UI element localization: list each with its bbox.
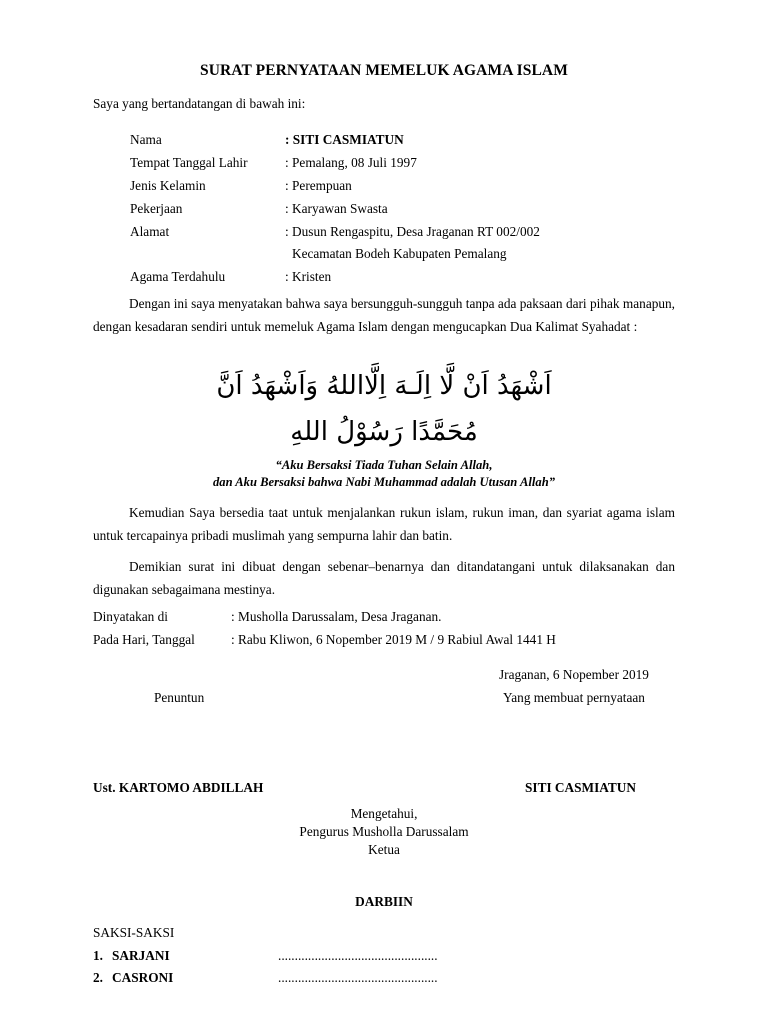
witness-1-signature-line: ................................................ [278,948,438,963]
witness-2-signature-line: ................................................ [278,970,438,985]
acknowledge-name: DARBIIN [355,894,413,909]
value-nama: : SITI CASMIATUN [285,132,404,147]
signer-right-name: SITI CASMIATUN [525,780,636,795]
commitment-paragraph: Kemudian Saya bersedia taat untuk menjalankan rukun islam, rukun iman, dan syariat agama islam untuk tercapainya pribadi muslimah yang sempurna lahir dan batin. [93,505,675,543]
value-pekerjaan: : Karyawan Swasta [285,201,388,216]
document-title: SURAT PERNYATAAN MEMELUK AGAMA ISLAM [200,62,568,79]
value-alamat-line2: Kecamatan Bodeh Kabupaten Pemalang [292,246,507,261]
value-alamat: : Dusun Rengaspitu, Desa Jraganan RT 002/002 [285,224,540,239]
witness-1-number: 1. [93,948,103,963]
translation-line2: dan Aku Bersaksi bahwa Nabi Muhammad adalah Utusan Allah” [213,475,555,489]
value-agama-terdahulu: : Kristen [285,269,332,284]
witness-1-name: SARJANI [112,948,170,963]
value-hari-tanggal: : Rabu Kliwon, 6 Nopember 2019 M / 9 Rabiul Awal 1441 H [231,632,556,647]
value-ttl: : Pemalang, 08 Juli 1997 [285,155,417,170]
label-jenis-kelamin: Jenis Kelamin [130,178,206,193]
syahadat-arabic-line1: اَشْهَدُ اَنْ لَّا اِلَـهَ اِلَّااللهُ وَاَشْهَدُ اَنَّ [216,371,552,401]
value-dinyatakan-di: : Musholla Darussalam, Desa Jraganan. [231,609,442,624]
statement-paragraph: Dengan ini saya menyatakan bahwa saya bersungguh-sungguh tanpa ada paksaan dari pihak manapun, dengan kesadaran sendiri untuk memeluk Agama Islam dengan mengucapkan Dua Kalimat Syahadat : [93,296,675,334]
signer-left-role: Penuntun [154,690,205,705]
syahadat-arabic-line2: مُحَمَّدًا رَسُوْلُ اللهِ [290,417,478,447]
translation-line1: “Aku Bersaksi Tiada Tuhan Selain Allah, [275,458,493,472]
label-dinyatakan-di: Dinyatakan di [93,609,168,624]
witness-2-name: CASRONI [112,970,174,985]
acknowledge-line2: Pengurus Musholla Darussalam [299,824,469,839]
closing-paragraph: Demikian surat ini dibuat dengan sebenar–benarnya dan ditandatangani untuk dilaksanakan dan digunakan sebagaimana mestinya. [93,559,675,597]
witness-2-number: 2. [93,970,103,985]
witnesses-heading: SAKSI-SAKSI [93,925,175,940]
label-pekerjaan: Pekerjaan [130,201,183,216]
signer-left-name: Ust. KARTOMO ABDILLAH [93,780,264,795]
value-jenis-kelamin: : Perempuan [285,178,352,193]
acknowledge-line1: Mengetahui, [350,806,418,821]
signer-right-role: Yang membuat pernyataan [503,690,645,705]
label-alamat: Alamat [130,224,170,239]
acknowledge-line3: Ketua [368,842,400,857]
label-nama: Nama [130,132,162,147]
intro-text: Saya yang bertandatangan di bawah ini: [93,96,306,111]
label-agama-terdahulu: Agama Terdahulu [130,269,226,284]
label-hari-tanggal: Pada Hari, Tanggal [93,632,195,647]
label-ttl: Tempat Tanggal Lahir [130,155,248,170]
signing-place-date: Jraganan, 6 Nopember 2019 [499,667,649,682]
